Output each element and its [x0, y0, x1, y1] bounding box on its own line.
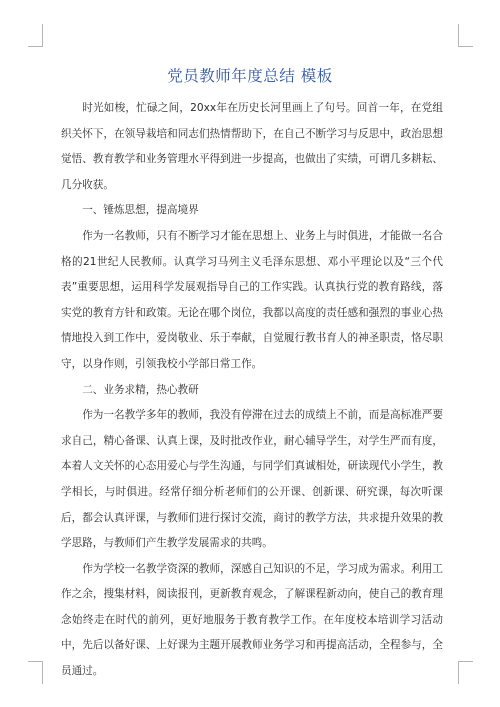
paragraph-section-2b: 作为学校一名教学资深的教师，深感自己知识的不足，学习成为需求。利用工作之余，搜集材料，阅读报刊，更新教育观念，了解课程新动向，使自己的教育理念始终走在时代的前列，更好地服务于教育教学工作。在年度校本培训学习活动中，先后以备好课、上好课为主题开展教师业务学习和再提高活动，全程参与，全员通过。: [61, 562, 443, 678]
document-title: 党员教师年度总结 模板: [167, 67, 333, 85]
paragraph-section-1: 作为一名教师，只有不断学习才能在思想上、业务上与时俱进，才能做一名合格的21世纪人民教师。认真学习马列主义毛泽东思想、邓小平理论以及“三个代表”重要思想，运用科学发展观指导自己的工作实践。认真执行党的教育路线，落实党的教育方针和政策。无论在哪个岗位，我都以高度的责任感和强烈的事业心热情地投入到工作中，爱岗敬业、乐于奉献，自觉履行教书育人的神圣职责，恪尽职守，以身作则，引领我校小学部日常工作。: [61, 229, 443, 370]
crop-mark-bottom-left: [28, 661, 43, 684]
paragraph-intro: 时光如梭，忙碌之间，20xx年在历史长河里画上了句号。回首一年，在党组织关怀下，在领导栽培和同志们热情帮助下，在自己不断学习与反思中，政治思想觉悟、教育教学和业务管理水平得到进一步提高，也做出了实绩，可谓几多耕耘、几分收获。: [61, 102, 443, 191]
paragraph-section-2a: 作为一名教学多年的教师，我没有停滞在过去的成绩上不前，而是高标准严要求自己，精心备课、认真上课，及时批改作业，耐心辅导学生，对学生严而有度，本着人文关怀的心态用爱心与学生沟通，与同学们真诚相处，研读现代小学生，教学相长，与时俱进。经常仔细分析老师们的公开课、创新课、研究课，每次听课后，都会认真评课，与教师们进行探讨交流，商讨的教学方法，共求提升效果的教学思路，与教师们产生教学发展需求的共鸣。: [61, 409, 443, 550]
crop-mark-top-left: [28, 24, 43, 47]
document-body: [61, 96, 443, 685]
crop-mark-top-right: [458, 24, 473, 47]
section-heading-1: 一、锤炼思想，提高境界: [82, 204, 199, 217]
crop-mark-bottom-right: [458, 661, 473, 684]
section-heading-2: 二、业务求精，热心教研: [82, 383, 199, 396]
